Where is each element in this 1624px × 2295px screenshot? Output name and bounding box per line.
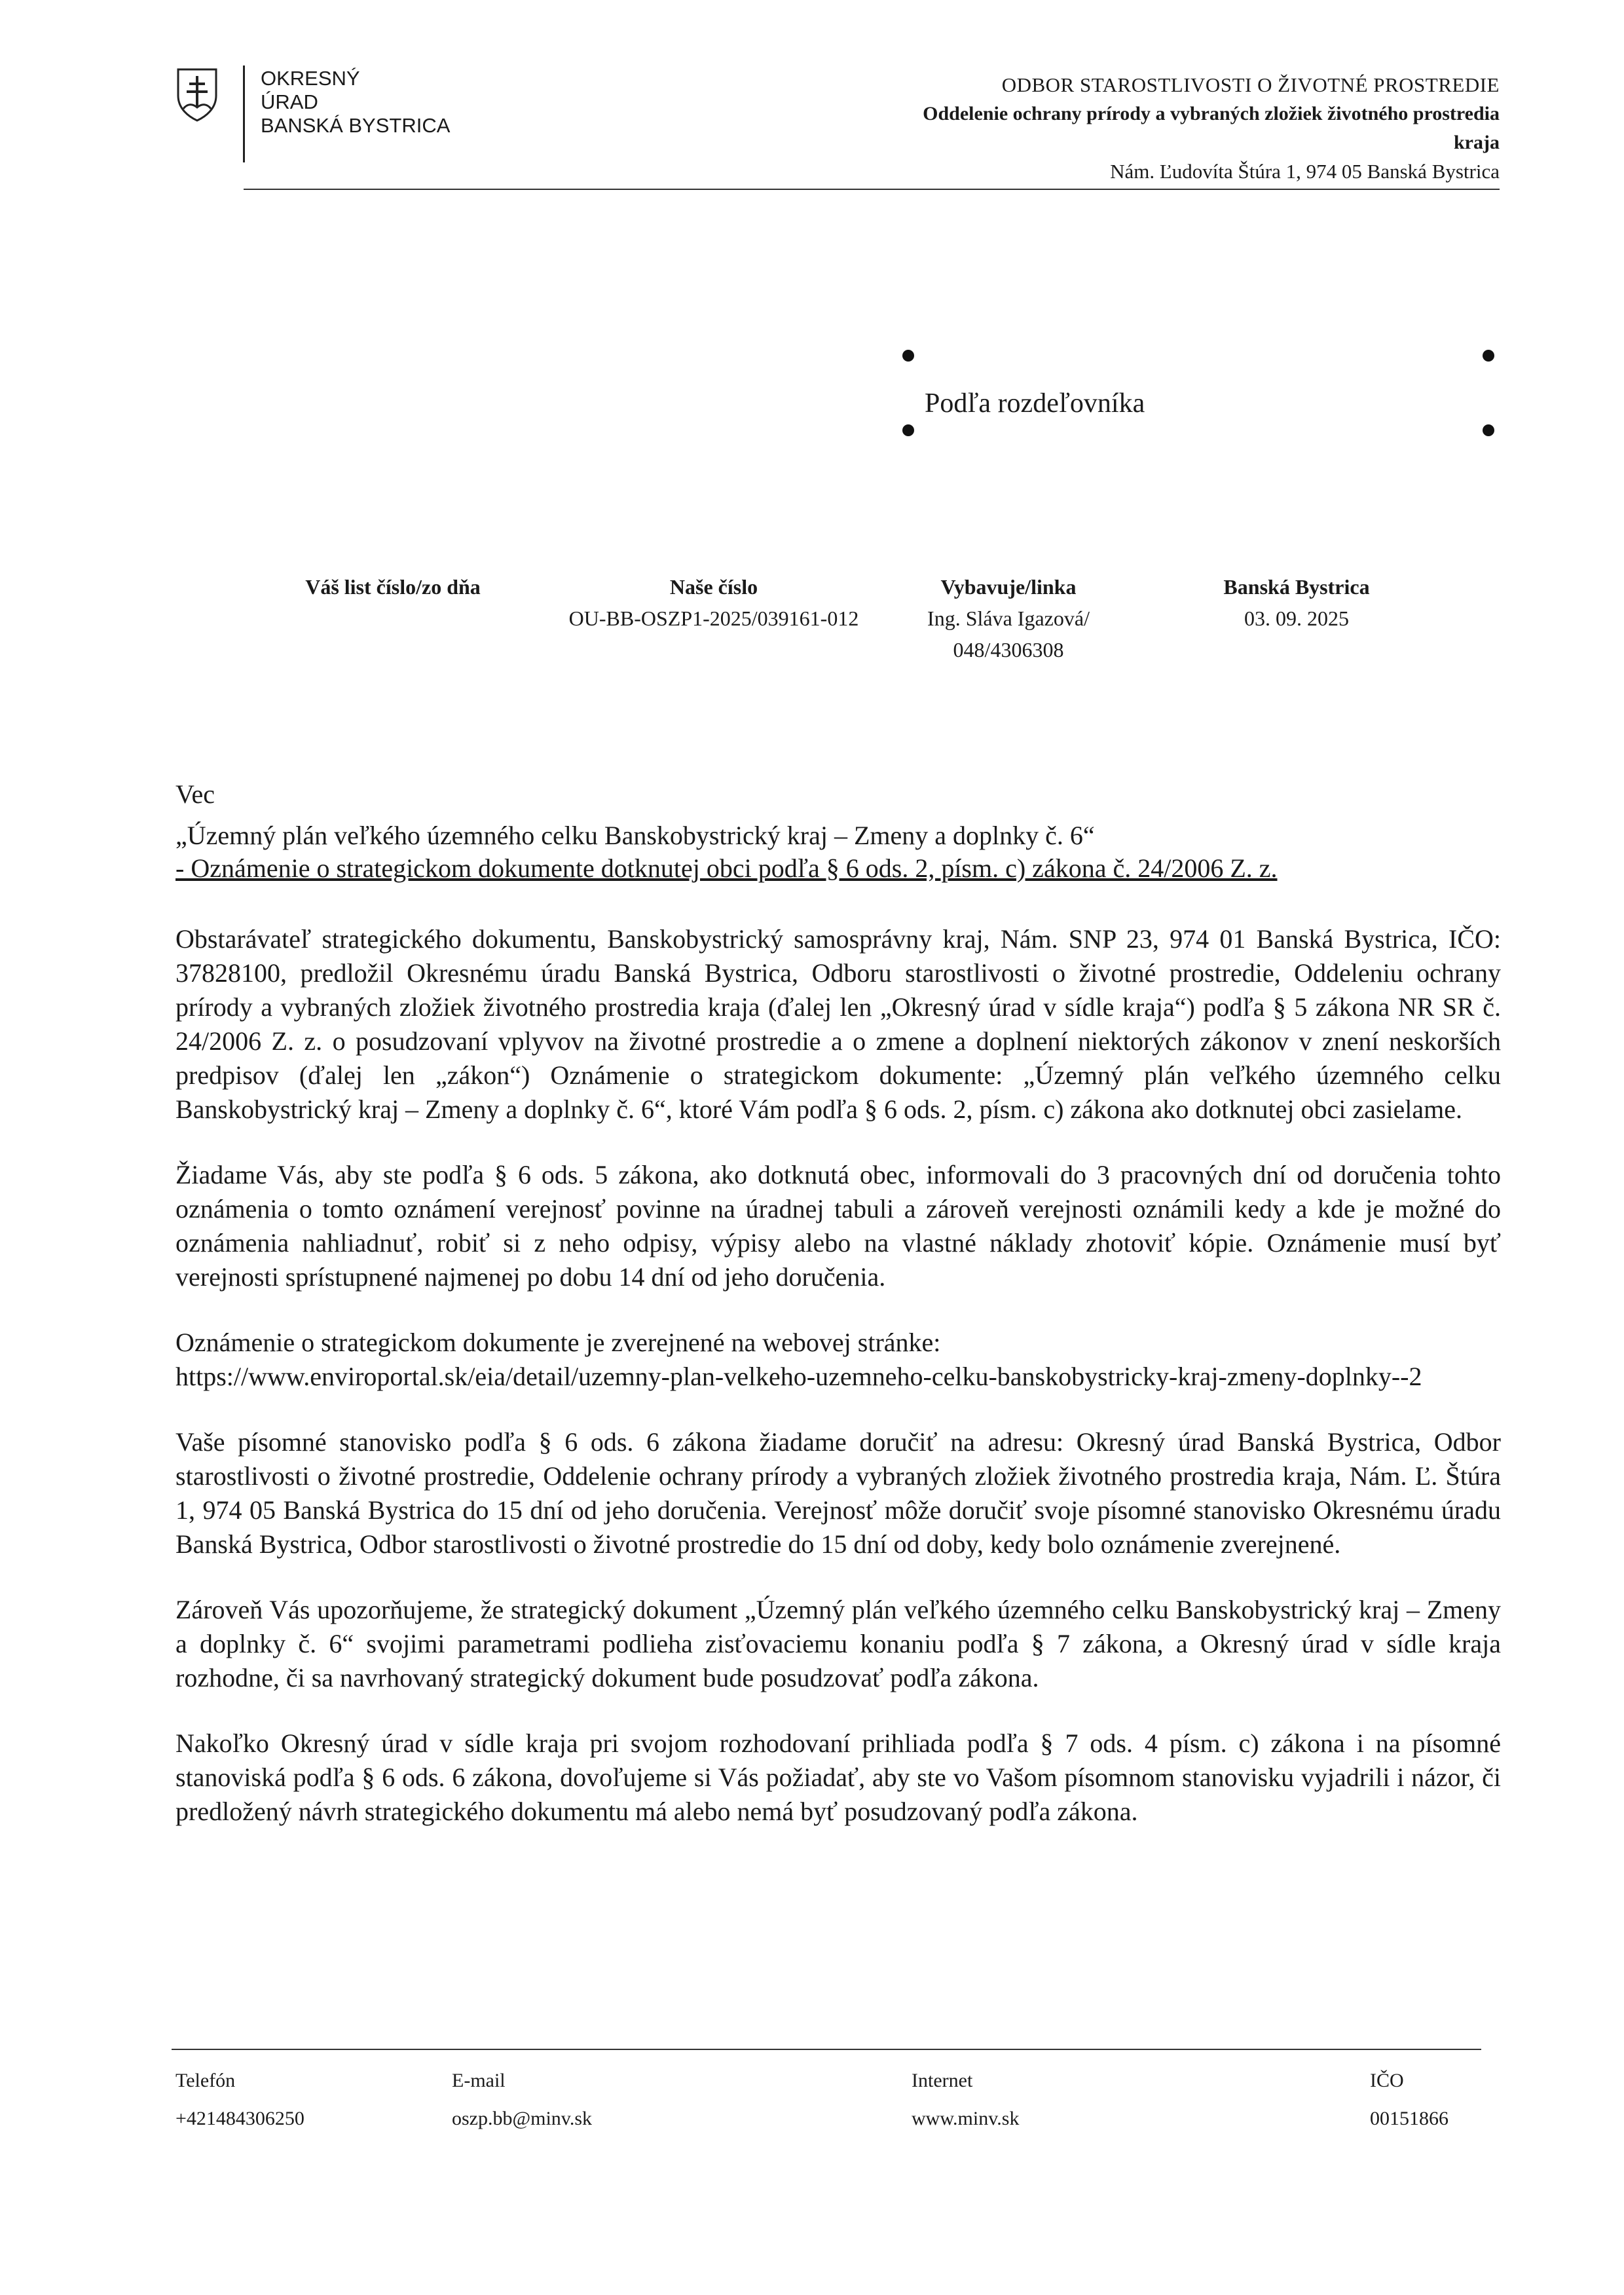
paragraph: Zároveň Vás upozorňujeme, že strategický dokument „Územný plán veľkého územného celku Banskobystrický kraj – Zmeny a doplnky č. 6“ svojimi parametrami podlieha zisťovaciemu konaniu podľa § 7 zákona, a Okresný úrad v sídle kraja rozhodne, či sa navrhovaný strategický dokument bude posudzovať podľa zákona. — [175, 1595, 1501, 1692]
window-mark — [902, 424, 914, 436]
footer-email-label: E-mail — [452, 2070, 506, 2091]
ref-place-label: Banská Bystrica — [1223, 575, 1370, 599]
subject-notice: - Oznámenie o strategickom dokumente dotknutej obci podľa § 6 ods. 2, písm. c) zákona č. 24/2006 Z. z. — [175, 853, 1278, 883]
ref-place-date — [1192, 571, 1401, 634]
paragraph-webpage — [175, 1326, 1501, 1394]
paragraph: Vaše písomné stanovisko podľa § 6 ods. 6 zákona žiadame doručiť na adresu: Okresný úrad Banská Bystrica, Odbor starostlivosti o životné prostredie, Oddelenie ochrany prírody a vybraných zložiek životného prostredia kraja, Nám. Ľ. Štúra 1, 974 05 Banská Bystrica do 15 dní od jeho doručenia. Verejnosť môže doručiť svoje písomné stanovisko Okresnému úradu Banská Bystrica, Odbor starostlivosti o životné prostredie do 15 dní od doby, kedy bolo oznámenie zverejnené. — [175, 1427, 1501, 1559]
footer-phone — [175, 2062, 304, 2138]
footer-internet-value[interactable]: www.minv.sk — [912, 2108, 1020, 2129]
ref-date: 03. 09. 2025 — [1244, 606, 1349, 630]
office-name — [261, 67, 450, 138]
coat-of-arms-icon — [175, 67, 219, 123]
footer-email — [452, 2062, 592, 2138]
paragraph: Obstarávateľ strategického dokumentu, Banskobystrický samosprávny kraj, Nám. SNP 23, 974 01 Banská Bystrica, IČO: 37828100, predložil Okresnému úradu Banská Bystrica, Odboru starostlivosti o životné prostredie, Oddeleniu ochrany prírody a vybraných zložiek životného prostredia kraja (ďalej len „Okresný úrad v sídle kraja“) podľa § 5 zákona NR SR č. 24/2006 Z. z. o posudzovaní vplyvov na životné prostredie a o zmene a doplnení niektorých zákonov v znení neskorších predpisov (ďalej len „zákon“) Oznámenie o strategickom dokumente: „Územný plán veľkého územného celku Banskobystrický kraj – Zmeny a doplnky č. 6“, ktoré Vám podľa § 6 ods. 2, písm. c) zákona ako dotknutej obci zasielame. — [175, 924, 1501, 1124]
footer-phone-value: +421484306250 — [175, 2108, 304, 2129]
ref-your-letter — [275, 571, 511, 603]
paragraph: Žiadame Vás, aby ste podľa § 6 ods. 5 zákona, ako dotknutá obec, informovali do 3 pracovných dní od doručenia tohto oznámenia o tomto oznámení verejnosť povinne na úradnej tabuli a zároveň verejnosti oznámili kedy a kde je možné do oznámenia nahliadnuť, robiť si z neho odpisy, výpisy alebo na vlastné náklady zhotoviť kópie. Oznámenie musí byť verejnosti sprístupnené najmenej po dobu 14 dní od jeho doručenia. — [175, 1160, 1501, 1292]
footer-internet — [912, 2062, 1019, 2138]
footer-ico-value: 00151866 — [1370, 2108, 1449, 2129]
subject-title: „Územný plán veľkého územného celku Banskobystrický kraj – Zmeny a doplnky č. 6“ — [175, 821, 1095, 850]
header-rule — [244, 189, 1500, 190]
ref-our-number-label: Naše číslo — [669, 575, 758, 599]
window-mark — [902, 350, 914, 362]
subject-label: Vec — [175, 779, 215, 809]
office-name-line: ÚRAD — [261, 90, 318, 113]
department-name: ODBOR STAROSTLIVOSTI O ŽIVOTNÉ PROSTREDIE — [1001, 73, 1500, 96]
ref-handled-by-phone: 048/4306308 — [953, 638, 1064, 662]
paragraph: Nakoľko Okresný úrad v sídle kraja pri svojom rozhodovaní prihliada podľa § 7 ods. 4 písm. c) zákona i na písomné stanoviská podľa § 6 ods. 6 zákona, dovoľujeme si Vás požiadať, aby ste vo Vašom písomnom stanovisku vyjadrili i názor, či predložený návrh strategického dokumentu má alebo nemá byť posudzovaný podľa zákona. — [175, 1728, 1501, 1826]
window-mark — [1483, 424, 1494, 436]
footer-ico — [1370, 2062, 1449, 2138]
letter-body — [175, 778, 1501, 1829]
department-block — [923, 71, 1500, 186]
header-divider — [243, 65, 245, 162]
footer-email-value[interactable]: oszp.bb@minv.sk — [452, 2108, 593, 2129]
ref-handled-by — [904, 571, 1113, 665]
office-name-line: OKRESNÝ — [261, 67, 360, 90]
webpage-link[interactable]: https://www.enviroportal.sk/eia/detail/uzemny-plan-velkeho-uzemneho-celku-banskobystricky-kraj-zmeny-doplnky--2 — [175, 1362, 1422, 1391]
ref-our-number-value: OU-BB-OSZP1-2025/039161-012 — [568, 606, 859, 630]
section-name: Oddelenie ochrany prírody a vybraných zložiek životného prostredia — [923, 103, 1500, 124]
ref-handled-by-name: Ing. Sláva Igazová/ — [927, 606, 1090, 630]
office-address: Nám. Ľudovíta Štúra 1, 974 05 Banská Bystrica — [1110, 160, 1500, 183]
window-mark — [1483, 350, 1494, 362]
ref-our-number — [537, 571, 891, 634]
ref-your-letter-label: Váš list číslo/zo dňa — [305, 575, 481, 599]
section-name-cont: kraja — [1454, 132, 1500, 153]
ref-handled-by-label: Vybavuje/linka — [940, 575, 1077, 599]
office-name-line: BANSKÁ BYSTRICA — [261, 114, 451, 137]
footer-rule — [172, 2049, 1481, 2050]
footer-ico-label: IČO — [1370, 2070, 1404, 2091]
footer-phone-label: Telefón — [175, 2070, 236, 2091]
recipient: Podľa rozdeľovníka — [925, 388, 1145, 419]
paragraph-webpage-intro: Oznámenie o strategickom dokumente je zverejnené na webovej stránke: — [175, 1328, 941, 1357]
footer-internet-label: Internet — [912, 2070, 973, 2091]
